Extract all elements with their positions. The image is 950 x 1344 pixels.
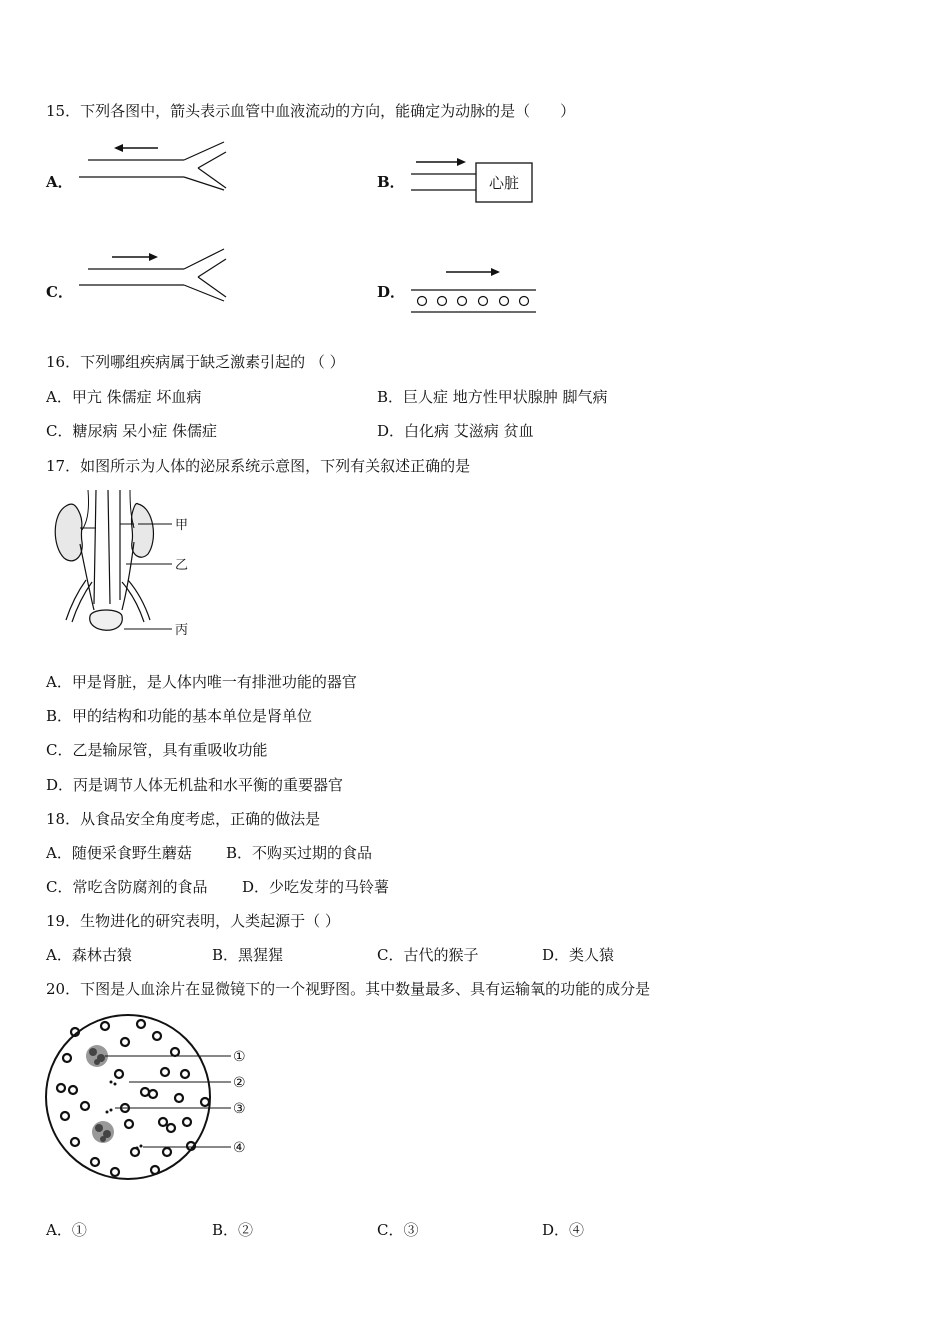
q17-option-b[interactable]: B．甲的结构和功能的基本单位是肾单位 [46, 707, 313, 725]
label-jia: 甲 [175, 518, 189, 533]
q19-stem: 19．生物进化的研究表明，人类起源于（ ） [46, 912, 340, 930]
q15-diagram-c [76, 245, 236, 310]
q15-option-b-label[interactable]: B． [377, 173, 405, 191]
label-yi: 乙 [175, 558, 189, 573]
q19-option-d[interactable]: D．类人猿 [542, 946, 615, 964]
q19-option-a[interactable]: A．森林古猿 [46, 946, 132, 964]
urinary-system-diagram [50, 484, 200, 644]
q18-stem: 18．从食品安全角度考虑，正确的做法是 [46, 810, 321, 828]
q16-option-a[interactable]: A．甲亢 侏儒症 坏血病 [46, 388, 202, 406]
q16-option-d[interactable]: D．白化病 艾滋病 贫血 [377, 422, 534, 440]
q20-stem: 20．下图是人血涂片在显微镜下的一个视野图。其中数量最多、具有运输氧的功能的成分是 [46, 980, 651, 998]
label-1: ① [233, 1049, 246, 1065]
q15-option-d-label[interactable]: D． [377, 283, 406, 301]
q15-diagram-b [408, 152, 538, 207]
q19-option-c[interactable]: C．古代的猴子 [377, 946, 479, 964]
q15-stem: 15．下列各图中，箭头表示血管中血液流动的方向，能确定为动脉的是（ ） [46, 102, 576, 120]
heart-label: 心脏 [488, 174, 520, 192]
q17-option-c[interactable]: C．乙是输尿管，具有重吸收功能 [46, 741, 268, 759]
q17-option-a[interactable]: A．甲是肾脏，是人体内唯一有排泄功能的器官 [46, 673, 357, 691]
q17-stem: 17．如图所示为人体的泌尿系统示意图，下列有关叙述正确的是 [46, 457, 471, 475]
label-2: ② [233, 1075, 246, 1091]
q15-diagram-a [76, 138, 236, 198]
q18-option-a[interactable]: A．随便采食野生蘑菇 [46, 844, 192, 862]
label-bing: 丙 [175, 623, 189, 638]
q15-option-a-label[interactable]: A． [46, 173, 73, 191]
q17-option-d[interactable]: D．丙是调节人体无机盐和水平衡的重要器官 [46, 776, 344, 794]
label-3: ③ [233, 1101, 246, 1117]
red-blood-cells [57, 1020, 209, 1176]
q18-option-d[interactable]: D．少吃发芽的马铃薯 [242, 878, 390, 896]
q18-option-b[interactable]: B．不购买过期的食品 [226, 844, 373, 862]
blood-smear-diagram [45, 1012, 255, 1192]
q16-option-c[interactable]: C．糖尿病 呆小症 侏儒症 [46, 422, 218, 440]
q20-option-c[interactable]: C．③ [377, 1221, 419, 1239]
q16-stem: 16．下列哪组疾病属于缺乏激素引起的 （ ） [46, 353, 345, 371]
label-4: ④ [233, 1140, 246, 1156]
q16-option-b[interactable]: B．巨人症 地方性甲状腺肿 脚气病 [377, 388, 608, 406]
white-blood-cell [86, 1045, 114, 1143]
q15-diagram-d [408, 262, 548, 317]
q20-option-a[interactable]: A．① [46, 1221, 87, 1239]
q18-option-c[interactable]: C．常吃含防腐剂的食品 [46, 878, 208, 896]
q19-option-b[interactable]: B．黑猩猩 [212, 946, 284, 964]
q20-option-d[interactable]: D．④ [542, 1221, 585, 1239]
q20-option-b[interactable]: B．② [212, 1221, 254, 1239]
q15-option-c-label[interactable]: C． [46, 283, 73, 301]
